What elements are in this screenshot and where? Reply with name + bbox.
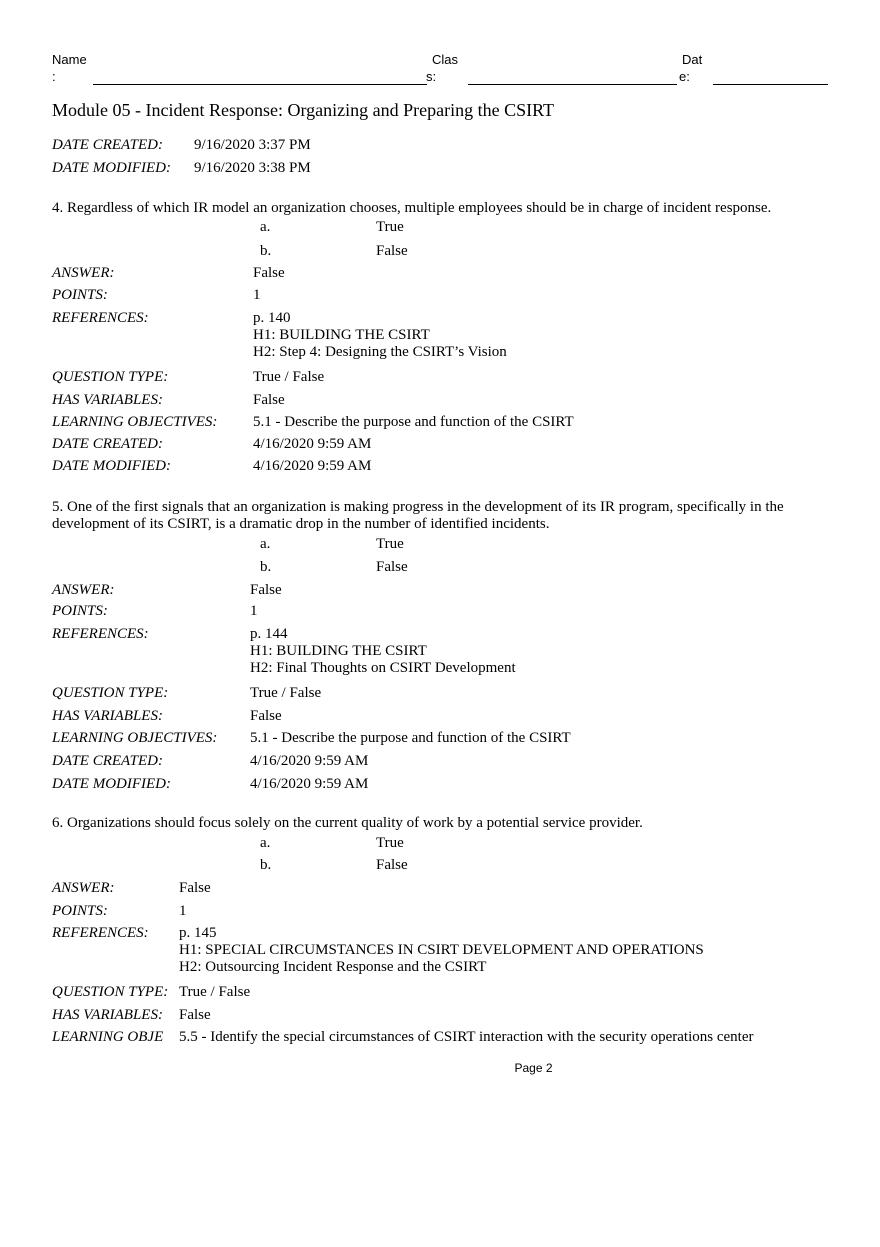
points-value: 1: [250, 603, 258, 619]
answer-value: False: [250, 582, 282, 598]
doc-date-modified-label: DATE MODIFIED:: [52, 160, 171, 176]
references-value: [179, 925, 704, 976]
points-label: POINTS:: [52, 903, 108, 919]
date-modified-value: 4/16/2020 9:59 AM: [250, 776, 369, 792]
reference-line: H2: Outsourcing Incident Response and the CSIRT: [179, 959, 487, 975]
class-label-suffix: s:: [426, 69, 437, 84]
question-text-line: 5. One of the first signals that an organization is making progress in the development of its IR program, specifically in the: [52, 499, 784, 515]
answer-value: False: [179, 880, 211, 896]
points-label: POINTS:: [52, 287, 108, 303]
reference-line: p. 140: [253, 310, 291, 326]
question-type-label: QUESTION TYPE:: [52, 984, 169, 1000]
question-text-line: development of its CSIRT, is a dramatic drop in the number of identified incidents.: [52, 516, 550, 532]
date-label-suffix: e:: [679, 69, 690, 84]
learning-objectives-label: LEARNING OBJE: [52, 1029, 164, 1045]
references-value: [250, 626, 516, 677]
class-label: Clas: [432, 52, 459, 67]
references-label: REFERENCES:: [52, 626, 149, 642]
question-type-value: True / False: [179, 984, 251, 1000]
question-type-value: True / False: [250, 685, 322, 701]
points-label: POINTS:: [52, 603, 108, 619]
class-field-line[interactable]: [468, 84, 677, 85]
learning-objectives-value: 5.1 - Describe the purpose and function of the CSIRT: [253, 414, 574, 430]
reference-line: H1: SPECIAL CIRCUMSTANCES IN CSIRT DEVELOPMENT AND OPERATIONS: [179, 942, 704, 958]
reference-line: H1: BUILDING THE CSIRT: [253, 327, 430, 343]
points-value: 1: [179, 903, 187, 919]
date-created-label: DATE CREATED:: [52, 436, 163, 452]
doc-date-created-value: 9/16/2020 3:37 PM: [194, 137, 311, 153]
learning-objectives-label: LEARNING OBJECTIVES:: [52, 730, 218, 746]
references-value: [253, 310, 507, 361]
date-modified-label: DATE MODIFIED:: [52, 458, 171, 474]
answer-label: ANSWER:: [52, 582, 115, 598]
has-variables-value: False: [253, 392, 285, 408]
reference-line: H2: Step 4: Designing the CSIRT’s Vision: [253, 344, 507, 360]
has-variables-label: HAS VARIABLES:: [52, 392, 163, 408]
references-label: REFERENCES:: [52, 310, 149, 326]
has-variables-label: HAS VARIABLES:: [52, 708, 163, 724]
name-field-line[interactable]: [93, 84, 427, 85]
has-variables-value: False: [250, 708, 282, 724]
reference-line: H1: BUILDING THE CSIRT: [250, 643, 427, 659]
option-letter[interactable]: a.: [260, 536, 271, 552]
option-text[interactable]: False: [376, 857, 408, 873]
date-label: Dat: [682, 52, 703, 67]
reference-line: p. 144: [250, 626, 288, 642]
option-letter[interactable]: b.: [260, 857, 272, 873]
answer-value: False: [253, 265, 285, 281]
question-type-value: True / False: [253, 369, 325, 385]
doc-date-modified-value: 9/16/2020 3:38 PM: [194, 160, 311, 176]
question-type-label: QUESTION TYPE:: [52, 685, 169, 701]
date-created-value: 4/16/2020 9:59 AM: [253, 436, 372, 452]
option-text[interactable]: True: [376, 219, 404, 235]
question-text: 6. Organizations should focus solely on the current quality of work by a potential service provider.: [52, 815, 643, 831]
learning-objectives-value: 5.5 - Identify the special circumstances of CSIRT interaction with the security operations center: [179, 1029, 754, 1045]
option-letter[interactable]: a.: [260, 219, 271, 235]
date-created-value: 4/16/2020 9:59 AM: [250, 753, 369, 769]
date-field-line[interactable]: [713, 84, 828, 85]
question-type-label: QUESTION TYPE:: [52, 369, 169, 385]
date-modified-label: DATE MODIFIED:: [52, 776, 171, 792]
question-text: 4. Regardless of which IR model an organization chooses, multiple employees should be in charge of incident response.: [52, 200, 772, 216]
option-letter[interactable]: b.: [260, 243, 272, 259]
option-text[interactable]: False: [376, 243, 408, 259]
learning-objectives-value: 5.1 - Describe the purpose and function of the CSIRT: [250, 730, 571, 746]
answer-label: ANSWER:: [52, 880, 115, 896]
doc-date-created-label: DATE CREATED:: [52, 137, 163, 153]
page-title: Module 05 - Incident Response: Organizing and Preparing the CSIRT: [52, 100, 554, 120]
has-variables-value: False: [179, 1007, 211, 1023]
date-modified-value: 4/16/2020 9:59 AM: [253, 458, 372, 474]
has-variables-label: HAS VARIABLES:: [52, 1007, 163, 1023]
reference-line: H2: Final Thoughts on CSIRT Development: [250, 660, 516, 676]
answer-label: ANSWER:: [52, 265, 115, 281]
reference-line: p. 145: [179, 925, 217, 941]
date-created-label: DATE CREATED:: [52, 753, 163, 769]
references-label: REFERENCES:: [52, 925, 149, 941]
option-text[interactable]: True: [376, 835, 404, 851]
name-label: Name: [52, 52, 87, 67]
page-number: Page 2: [514, 1061, 553, 1075]
learning-objectives-label: LEARNING OBJECTIVES:: [52, 414, 218, 430]
option-text[interactable]: False: [376, 559, 408, 575]
option-text[interactable]: True: [376, 536, 404, 552]
option-letter[interactable]: a.: [260, 835, 271, 851]
question-text: [52, 499, 784, 533]
points-value: 1: [253, 287, 261, 303]
option-letter[interactable]: b.: [260, 559, 272, 575]
name-label-colon: :: [52, 69, 56, 84]
